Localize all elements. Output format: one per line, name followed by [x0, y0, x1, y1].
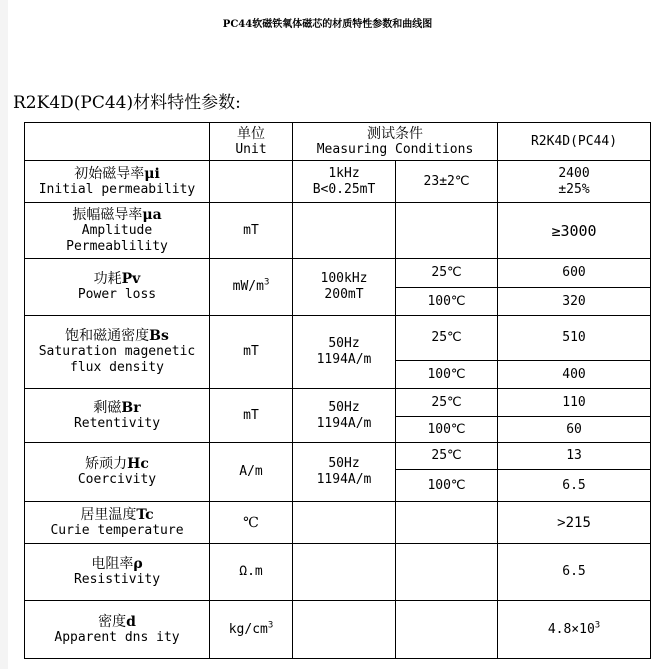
unit-cell: [210, 161, 293, 203]
property-cell: [25, 161, 210, 203]
value-cell: 320: [498, 288, 651, 316]
property-name-en: Power loss: [77, 287, 157, 302]
property-name-en: Coercivity: [77, 472, 157, 487]
property-name-en: Permeablility: [66, 238, 168, 254]
table-row: [25, 601, 651, 659]
table-row: [25, 161, 651, 203]
table-row: [25, 389, 651, 417]
temperature-cell: [396, 502, 498, 544]
page-title: PC44软磁铁氧体磁芯的材质特性参数和曲线图: [222, 19, 433, 30]
property-name-zh: 功耗: [93, 271, 122, 287]
property-name-zh: 密度: [98, 613, 127, 630]
value-cell: 510: [498, 316, 651, 361]
value-cell: [498, 161, 651, 203]
temperature-cell: 25℃: [396, 443, 498, 470]
header-conditions-cell: [293, 123, 498, 161]
value-cell: ≥3000: [498, 203, 651, 259]
value-cell: 110: [498, 389, 651, 417]
condition-field: 1194A/m: [316, 472, 372, 487]
header-unit-zh: 单位: [237, 125, 265, 142]
temperature-cell: [396, 203, 498, 259]
property-name-zh: 电阻率: [91, 556, 134, 572]
header-cond-zh: 测试条件: [367, 125, 423, 142]
header-unit-cell: [210, 123, 293, 161]
unit-cell: [210, 601, 293, 659]
condition-cell: [293, 544, 396, 601]
unit-cell: [210, 259, 293, 316]
property-name-zh: 居里温度: [80, 506, 137, 523]
temperature-cell: 25℃: [396, 316, 498, 361]
property-name-en: flux density: [70, 360, 164, 375]
property-symbol: Hc: [127, 456, 149, 472]
value-cell: 13: [498, 443, 651, 470]
condition-cell: [293, 601, 396, 659]
condition-cell: [293, 316, 396, 389]
table-row: [25, 502, 651, 544]
condition-cell: [293, 443, 396, 502]
property-cell: [25, 316, 210, 389]
section-heading: R2K4D(PC44)材料特性参数:: [13, 93, 241, 113]
temperature-cell: 100℃: [396, 288, 498, 316]
property-name-zh: 初始磁导率: [74, 165, 145, 182]
unit-cell: mT: [210, 316, 293, 389]
property-cell: [25, 443, 210, 502]
unit-base: mW/m: [232, 279, 264, 294]
property-symbol: μa: [142, 206, 162, 223]
temperature-cell: 100℃: [396, 470, 498, 502]
property-name-en: Amplitude: [81, 222, 153, 238]
unit-exponent: 3: [267, 620, 274, 631]
property-name-zh: 矫顽力: [85, 456, 128, 472]
unit-cell: ℃: [210, 502, 293, 544]
condition-frequency: 50Hz: [328, 456, 360, 471]
table-header-row: [25, 123, 651, 161]
property-symbol: Bs: [149, 328, 169, 344]
condition-field: B<0.25mT: [312, 181, 376, 197]
property-symbol: Br: [121, 399, 141, 416]
left-margin-bar: [0, 0, 8, 669]
value-base: 4.8×10: [547, 621, 595, 637]
value-cell: 60: [498, 417, 651, 443]
condition-cell: [293, 389, 396, 443]
unit-cell: A/m: [210, 443, 293, 502]
condition-field: 200mT: [324, 287, 364, 302]
temperature-cell: 100℃: [396, 417, 498, 443]
value-cell: >215: [498, 502, 651, 544]
table-row: [25, 443, 651, 470]
header-unit-en: Unit: [235, 141, 267, 157]
material-properties-table: [24, 122, 651, 659]
value-cell: 600: [498, 259, 651, 288]
condition-frequency: 1kHz: [328, 165, 360, 181]
value-cell: 6.5: [498, 544, 651, 601]
table-row: [25, 544, 651, 601]
table-row: [25, 259, 651, 288]
unit-cell: Ω.m: [210, 544, 293, 601]
value-cell: 6.5: [498, 470, 651, 502]
temperature-cell: 25℃: [396, 259, 498, 288]
unit-exponent: 3: [263, 277, 270, 288]
condition-cell: [293, 161, 396, 203]
property-name-en: Saturation magenetic: [38, 344, 196, 359]
header-material-cell: R2K4D(PC44): [498, 123, 651, 161]
property-symbol: Pv: [121, 271, 141, 287]
property-name-en: Resistivity: [73, 572, 161, 587]
property-cell: [25, 544, 210, 601]
condition-frequency: 50Hz: [328, 399, 360, 415]
value-exponent: 3: [594, 620, 601, 631]
temperature-cell: 23±2℃: [396, 161, 498, 203]
unit-cell: mT: [210, 389, 293, 443]
condition-cell: [293, 203, 396, 259]
property-name-en: Apparent dns ity: [54, 629, 180, 645]
header-cond-en: Measuring Conditions: [316, 141, 474, 157]
condition-field: 1194A/m: [316, 415, 372, 431]
property-symbol: Tc: [136, 506, 154, 523]
temperature-cell: 25℃: [396, 389, 498, 417]
property-name-en: Curie temperature: [50, 522, 184, 538]
property-cell: [25, 389, 210, 443]
value-main: 2400: [558, 165, 590, 181]
condition-frequency: 100kHz: [320, 271, 368, 286]
temperature-cell: [396, 601, 498, 659]
property-name-en: Initial permeability: [38, 181, 196, 197]
property-cell: [25, 601, 210, 659]
condition-cell: [293, 259, 396, 316]
property-name-zh: 振幅磁导率: [72, 206, 143, 223]
unit-cell: mT: [210, 203, 293, 259]
property-cell: [25, 203, 210, 259]
condition-field: 1194A/m: [316, 352, 372, 367]
property-symbol: μi: [144, 165, 160, 182]
property-cell: [25, 502, 210, 544]
table-row: [25, 316, 651, 361]
temperature-cell: 100℃: [396, 361, 498, 389]
value-tolerance: ±25%: [558, 181, 590, 197]
property-name-zh: 饱和磁通密度: [65, 328, 150, 344]
property-cell: [25, 259, 210, 316]
value-cell: 400: [498, 361, 651, 389]
value-cell: [498, 601, 651, 659]
property-symbol: d: [126, 613, 136, 630]
unit-base: kg/cm: [228, 621, 268, 637]
condition-cell: [293, 502, 396, 544]
property-name-zh: 剩磁: [93, 399, 122, 416]
property-name-en: Retentivity: [73, 415, 161, 431]
property-symbol: ρ: [133, 556, 143, 572]
table-row: [25, 203, 651, 259]
temperature-cell: [396, 544, 498, 601]
header-property-cell: [25, 123, 210, 161]
condition-frequency: 50Hz: [328, 336, 360, 351]
